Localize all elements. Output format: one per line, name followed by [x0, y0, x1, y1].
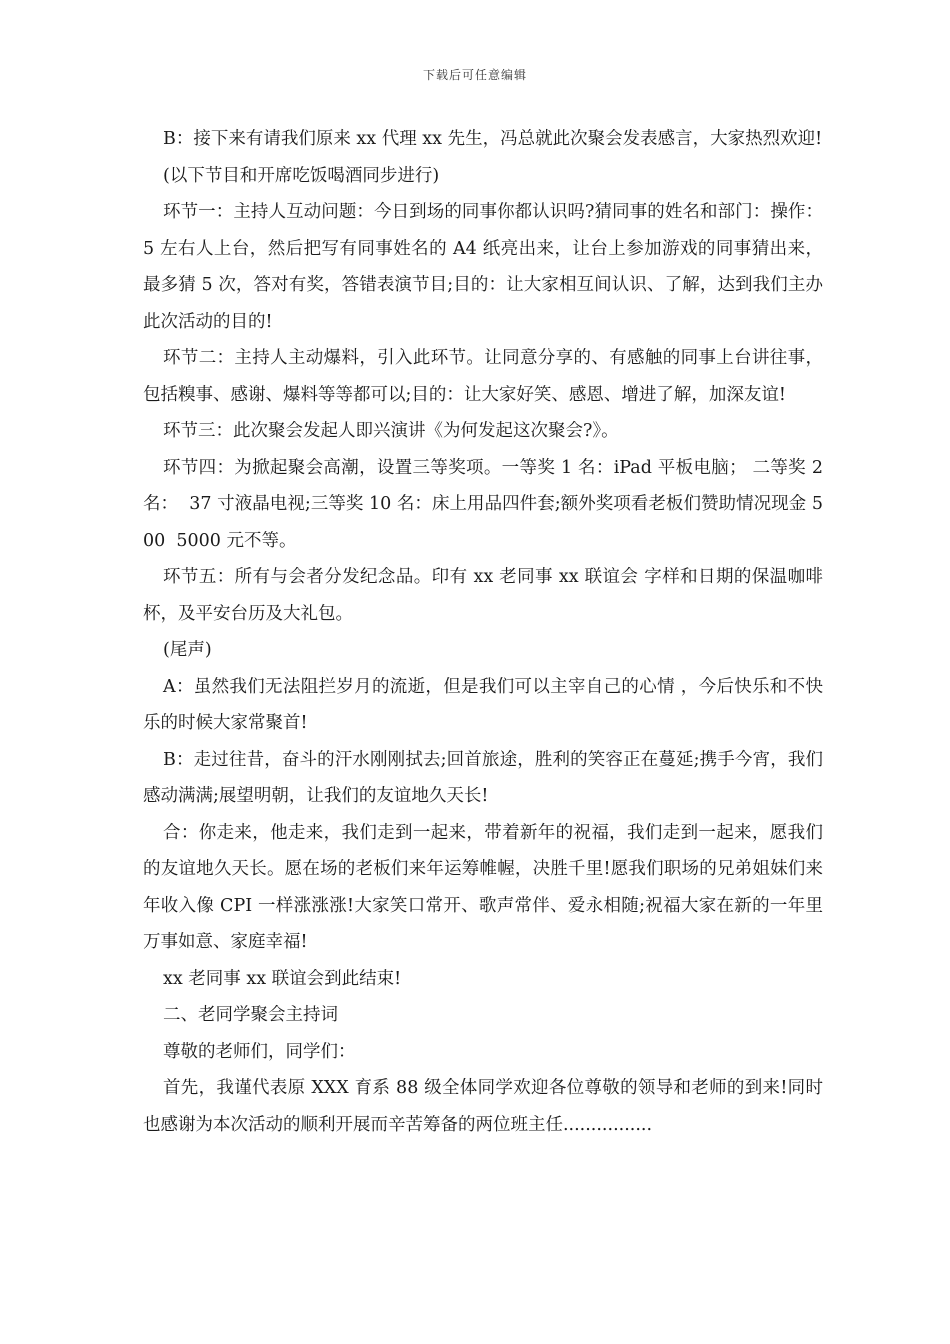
paragraph-program-note: (以下节目和开席吃饭喝酒同步进行)	[163, 165, 440, 186]
paragraph-together-closing: 合：你走来，他走来，我们走到一起来，带着新年的祝福，我们走到一起来，愿我们的友谊地久天长。愿在场的老板们来年运筹帷幄，决胜千里!愿我们职场的兄弟姐妹们来年收入像 CPI 一样涨涨涨!大家笑口常开、歌声常伴、爱永相随;祝福大家在新的一年里万事如意、家庭幸福!	[143, 822, 823, 952]
section-heading-classmate-reunion: 二、老同学聚会主持词	[163, 1005, 338, 1025]
page-header-note: 下载后可任意编辑	[422, 68, 527, 82]
paragraph-host-b-intro: B：接下来有请我们原来 xx 代理 xx 先生，冯总就此次聚会发表感言，大家热烈欢迎!	[163, 129, 823, 149]
paragraph-epilogue-label: (尾声)	[163, 640, 212, 660]
paragraph-segment-three: 环节三：此次聚会发起人即兴演讲《为何发起这次聚会?》。	[163, 421, 619, 441]
paragraph-segment-four: 环节四：为掀起聚会高潮，设置三等奖项。一等奖 1 名：iPad 平板电脑； 二等奖 2 名： 37 寸液晶电视;三等奖 10 名：床上用品四件套;额外奖项看老板们赞助情况现金 500 5000 元不等。	[143, 457, 829, 551]
paragraph-segment-five: 环节五：所有与会者分发纪念品。印有 xx 老同事 xx 联谊会 字样和日期的保温咖啡杯，及平安台历及大礼包。	[143, 567, 823, 624]
document-body	[143, 121, 829, 1143]
paragraph-opening-welcome: 首先，我谨代表原 XXX 育系 88 级全体同学欢迎各位尊敬的领导和老师的到来!同时也感谢为本次活动的顺利开展而辛苦筹备的两位班主任................	[143, 1078, 823, 1135]
paragraph-host-b-closing: B：走过往昔，奋斗的汗水刚刚拭去;回首旅途，胜利的笑容正在蔓延;携手今宵，我们感动满满;展望明朝，让我们的友谊地久天长!	[143, 749, 823, 806]
paragraph-host-a-closing: A：虽然我们无法阻拦岁月的流逝，但是我们可以主宰自己的心情 ，今后快乐和不快乐的时候大家常聚首!	[143, 676, 823, 733]
paragraph-salutation: 尊敬的老师们，同学们：	[163, 1041, 356, 1062]
paragraph-segment-one: 环节一：主持人互动问题：今日到场的同事你都认识吗?猜同事的姓名和部门：操作：5 左右人上台，然后把写有同事姓名的 A4 纸亮出来，让台上参加游戏的同事猜出来，最多猜 5 次，答对有奖，答错表演节目;目的：让大家相互间认识、了解，达到我们主办此次活动的目的!	[143, 202, 823, 332]
paragraph-event-end: xx 老同事 xx 联谊会到此结束!	[163, 968, 402, 989]
paragraph-segment-two: 环节二：主持人主动爆料，引入此环节。让同意分享的、有感触的同事上台讲往事，包括糗事、感谢、爆料等等都可以;目的：让大家好笑、感恩、增进了解，加深友谊!	[143, 348, 823, 405]
